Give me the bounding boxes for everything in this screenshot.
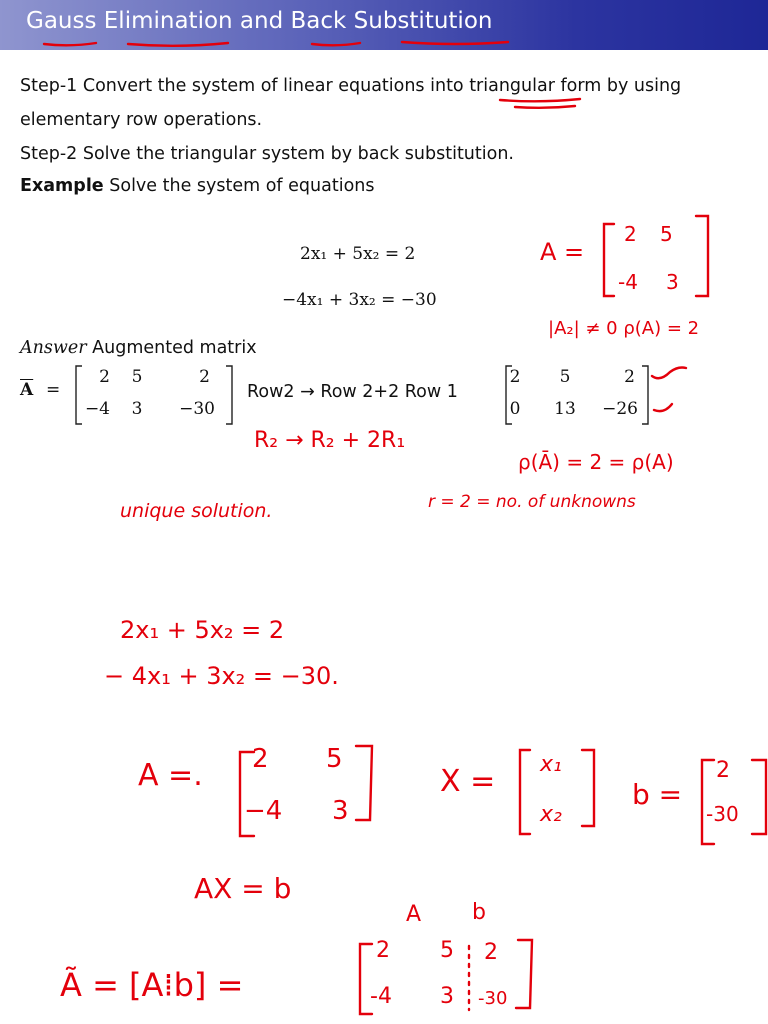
underline-elimination	[128, 43, 228, 46]
answer-label: Answer	[20, 338, 87, 358]
underline-triangular	[500, 99, 580, 108]
hw-atilde-r2c2: 3	[440, 984, 454, 1009]
matrix-left-r1c3: 2	[199, 367, 210, 387]
hw-col-b: b	[472, 900, 486, 925]
hw-a-r1c1: 2	[624, 222, 637, 246]
matrix-left-r1c2: 5	[131, 367, 143, 387]
printed-brackets	[76, 366, 648, 424]
hw-big-a-r2c2: 3	[332, 796, 349, 826]
hw-determinant-rank: |A₂| ≠ 0 ρ(A) = 2	[548, 318, 700, 339]
check-mark-2	[654, 404, 672, 411]
hw-big-a-r2c1: −4	[244, 796, 283, 826]
hw-a-r2c2: 3	[666, 270, 679, 294]
equation-1: 2x₁ + 5x₂ = 2	[300, 244, 416, 264]
matrix-left-r2c3: −30	[179, 399, 215, 419]
step1-line2: elementary row operations.	[20, 110, 263, 130]
example-label: Example	[20, 176, 104, 196]
hw-axb: AX = b	[194, 872, 292, 905]
equals-sign: =	[46, 380, 61, 400]
hw-rank-unknowns: r = 2 = no. of unknowns	[428, 492, 636, 512]
hw-rank-augmented: ρ(Ā) = 2 = ρ(A)	[518, 450, 674, 474]
hw-atilde-r2c1: -4	[370, 984, 392, 1009]
example-text: Solve the system of equations	[103, 176, 375, 196]
hw-x2: x₂	[540, 802, 562, 827]
a-bar-symbol: $\overline{A}$	[20, 380, 34, 400]
matrix-left-r2c1: −4	[84, 399, 110, 419]
hw-equation-2: − 4x₁ + 3x₂ = −30.	[104, 662, 339, 690]
hw-row-operation: R₂ → R₂ + 2R₁	[254, 428, 406, 453]
matrix-right-r1c1: 2	[509, 367, 521, 387]
hw-b2: -30	[706, 802, 739, 826]
b-right-bracket	[752, 760, 766, 834]
a-matrix-left-bracket	[604, 224, 614, 296]
hw-a-r1c2: 5	[660, 222, 673, 246]
hw-big-a-r1c1: 2	[252, 744, 269, 774]
x-right-bracket	[582, 750, 594, 826]
hw-equation-1: 2x₁ + 5x₂ = 2	[120, 616, 285, 644]
x-left-bracket	[520, 750, 530, 834]
big-a-right-bracket	[356, 746, 372, 820]
hw-b-label: b =	[632, 778, 683, 811]
step1-line1: Step-1 Convert the system of linear equations into triangular form by using	[20, 76, 682, 96]
equation-2: −4x₁ + 3x₂ = −30	[282, 290, 437, 310]
hw-x1: x₁	[540, 752, 562, 777]
matrix-right-r2c3: −26	[602, 399, 638, 419]
hw-x-label: X =	[440, 764, 496, 799]
hw-big-a-label: A =.	[138, 758, 203, 793]
matrix-right-r2c1: 0	[509, 399, 521, 419]
matrix-right-r2c2: 13	[554, 399, 576, 419]
hw-atilde-r1c2: 5	[440, 938, 454, 963]
atilde-right-bracket	[516, 940, 532, 1008]
matrix-right-r1c3: 2	[624, 367, 635, 387]
slide-title: Gauss Elimination and Back Substitution	[26, 8, 493, 34]
hw-col-a: A	[406, 902, 422, 927]
matrix-left-r2c2: 3	[131, 399, 143, 419]
hw-b1: 2	[716, 758, 730, 783]
hw-atilde-r1c1: 2	[376, 938, 390, 963]
underline-substitution	[402, 42, 508, 44]
hw-big-a-r1c2: 5	[326, 744, 343, 774]
hw-a-r2c1: -4	[618, 270, 638, 294]
hw-atilde-r1c3: 2	[484, 940, 498, 965]
a-matrix-right-bracket	[696, 216, 708, 296]
check-mark-1	[652, 368, 686, 379]
hw-unique-solution: unique solution.	[120, 500, 273, 522]
hw-atilde-label: Ã = [A⁞b] =	[60, 966, 244, 1004]
matrix-right-r1c2: 5	[559, 367, 571, 387]
underline-back	[312, 43, 360, 45]
row-operation: Row2 → Row 2+2 Row 1	[247, 382, 458, 402]
matrix-left-r1c1: 2	[99, 367, 110, 387]
hw-atilde-r2c3: -30	[478, 988, 508, 1009]
underline-gauss	[44, 43, 96, 45]
hw-a-equals: A =	[540, 238, 585, 266]
answer-text: Augmented matrix	[86, 338, 257, 358]
step2-text: Step-2 Solve the triangular system by back substitution.	[20, 144, 514, 164]
